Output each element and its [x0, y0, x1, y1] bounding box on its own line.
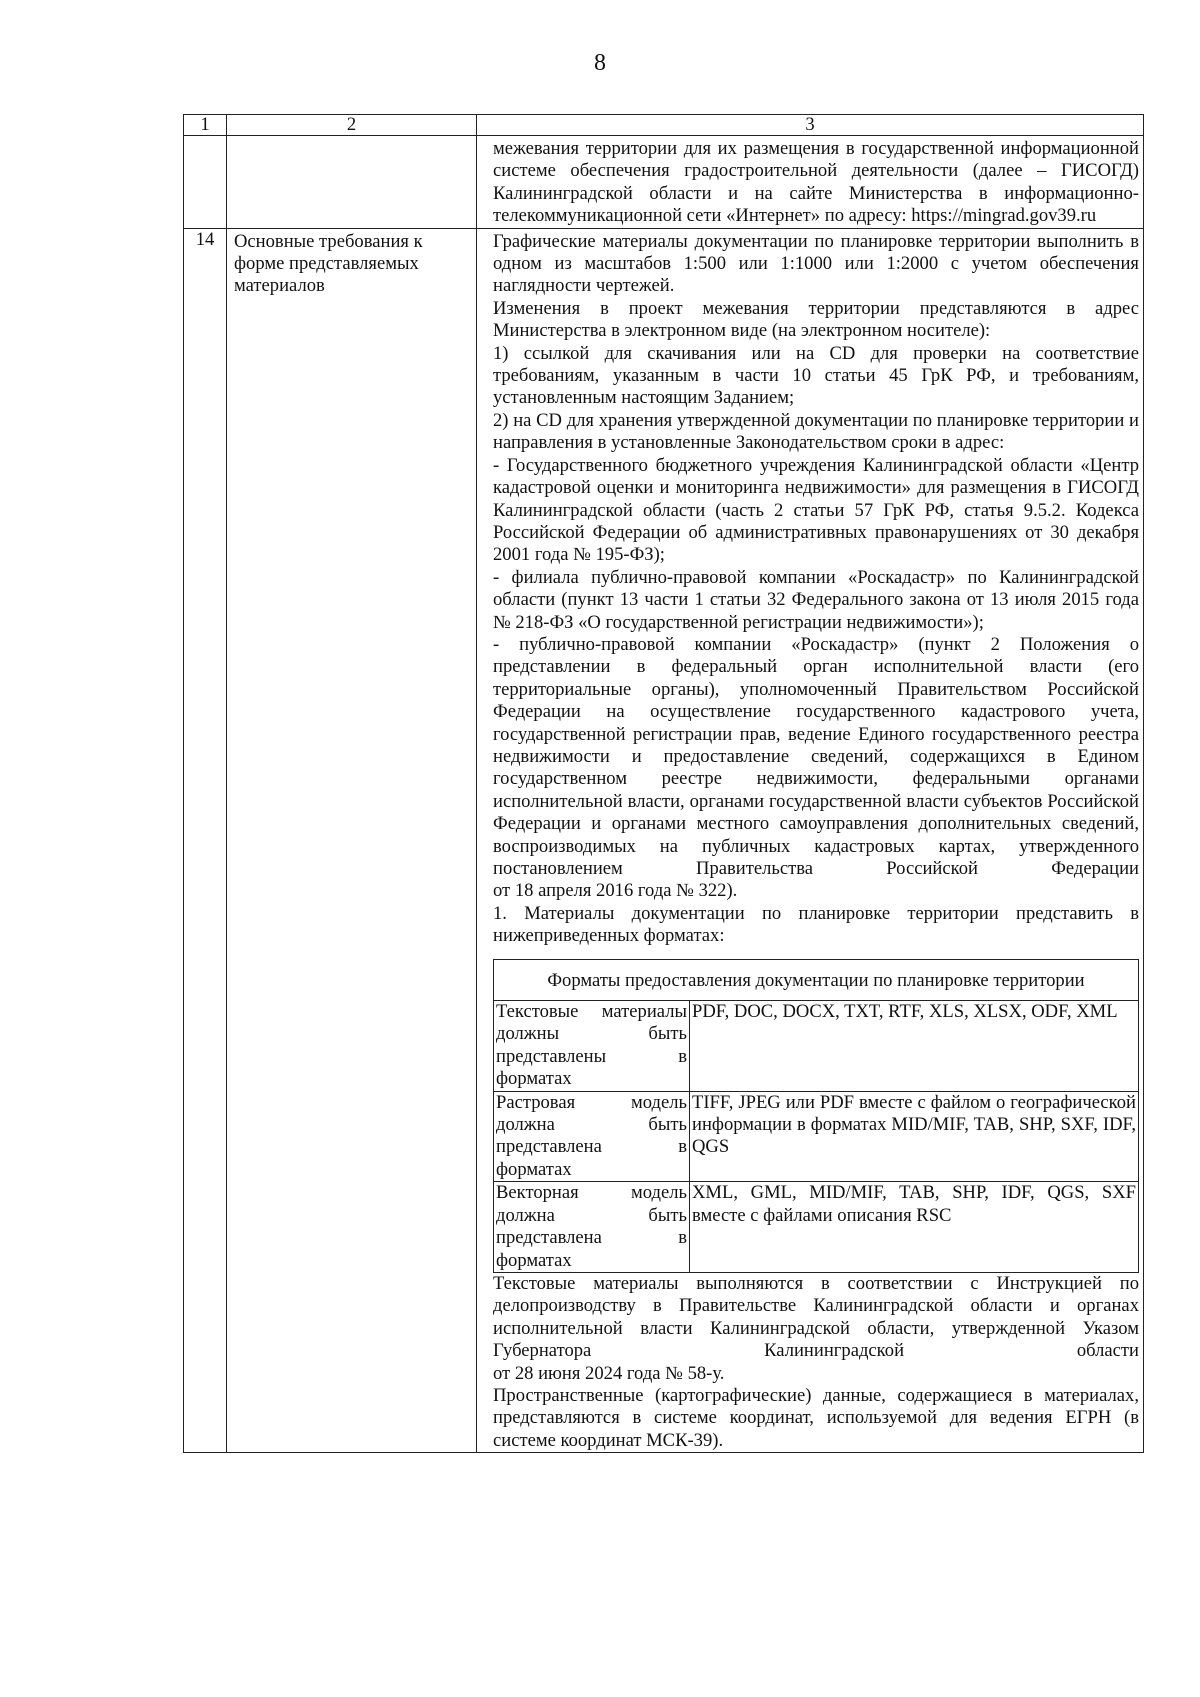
table-row-14: [184, 228, 1144, 1453]
formats-table-header: [494, 959, 1139, 1000]
formats-label: Текстовые материалы должны быть представлены в форматах: [494, 1001, 690, 1092]
table-row-continuation: [184, 136, 1144, 229]
header-col-2: 2: [227, 115, 477, 136]
paragraph-gbu: - Государственного бюджетного учреждения Калининградской области «Центр кадастровой оценки и мониторинга недвижимости» для размещения в ГИСОГД Калининградской области (часть 2 статьи 57 ГрК РФ, статья 9.5.2. Кодекса Российской Федерации об административных правонарушениях от 30 декабря 2001 года № 195-ФЗ);: [493, 454, 1139, 566]
formats-row-text: [494, 1001, 1139, 1092]
paragraph-graphic-materials: Графические материалы документации по планировке территории выполнить в одном из масштабов 1:500 или 1:1000 или 1:2000 с учетом обеспечения наглядности чертежей.: [493, 230, 1139, 297]
paragraph-spatial-data: Пространственные (картографические) данные, содержащиеся в материалах, представляются в системе координат, используемой для ведения ЕГРН (в системе координат МСК-39).: [493, 1384, 1139, 1451]
paragraph-item-2: 2) на CD для хранения утвержденной документации по планировке территории и направления в установленные Законодательством сроки в адрес:: [493, 409, 1139, 454]
table-header-row: [184, 115, 1144, 136]
continuation-text: межевания территории для их размещения в государственной информационной системе обеспечения градостроительной деятельности (далее – ГИСОГД) Калининградской области и на сайте Министерства в информационно-телекоммуникационной сети «Интернет» по адресу: https://mingrad.gov39.ru: [493, 138, 1139, 227]
paragraph-instruction: Текстовые материалы выполняются в соответствии с Инструкцией по делопроизводству в Правительстве Калининградской области и органах исполнительной власти Калининградской области, утвержденной Указом Губернатора Калининградской области: [493, 1272, 1139, 1362]
formats-value: XML, GML, MID/MIF, TAB, SHP, IDF, QGS, SXF вместе с файлами описания RSC: [690, 1182, 1139, 1273]
header-col-1: 1: [184, 115, 227, 136]
formats-value: PDF, DOC, DOCX, TXT, RTF, XLS, XLSX, ODF, XML: [690, 1001, 1139, 1092]
page-number: 8: [594, 50, 606, 76]
requirements-table: [183, 114, 1144, 1453]
header-col-3: 3: [477, 115, 1144, 136]
row-title: Основные требования к форме представляемых материалов: [227, 228, 477, 1453]
row-content: [477, 228, 1144, 1453]
formats-label: Растровая модель должна быть представлена в форматах: [494, 1091, 690, 1182]
paragraph-roskadastr: - публично-правовой компании «Роскадастр» (пункт 2 Положения о представлении в федеральный орган исполнительной власти (его территориальные органы), уполномоченный Правительством Российской Федерации на осуществление государственного кадастрового учета, государственной регистрации прав, ведение Единого государственного реестра недвижимости и предоставление сведений, содержащихся в Едином государственном реестре недвижимости, федеральными органами исполнительной власти, органами государственной власти субъектов Российской Федерации и органами местного самоуправления дополнительных сведений, воспроизводимых на публичных кадастровых картах, утвержденного постановлением Правительства Российской Федерации: [493, 633, 1139, 879]
paragraph-branch: - филиала публично-правовой компании «Роскадастр» по Калининградской области (пункт 13 части 1 статьи 32 Федерального закона от 13 июля 2015 года № 218-ФЗ «О государственной регистрации недвижимости»);: [493, 566, 1139, 633]
formats-title: Форматы предоставления документации по планировке территории: [494, 959, 1139, 1000]
row-number-cell: [184, 136, 227, 229]
paragraph-instruction-end: от 28 июня 2024 года № 58-у.: [493, 1362, 725, 1384]
formats-label: Векторная модель должна быть представлена в форматах: [494, 1182, 690, 1273]
formats-row-raster: [494, 1091, 1139, 1182]
paragraph-item-1: 1) ссылкой для скачивания или на CD для проверки на соответствие требованиям, указанным в части 10 статьи 45 ГрК РФ, и требованиям, установленным настоящим Заданием;: [493, 342, 1139, 409]
row-title-cell: [227, 136, 477, 229]
formats-value: TIFF, JPEG или PDF вместе с файлом о географической информации в форматах MID/MIF, TAB, SHP, SXF, IDF, QGS: [690, 1091, 1139, 1182]
paragraph-roskadastr-end: от 18 апреля 2016 года № 322).: [493, 880, 738, 902]
formats-table: [493, 959, 1139, 1273]
paragraph-changes: Изменения в проект межевания территории представляются в адрес Министерства в электронном виде (на электронном носителе):: [493, 297, 1139, 342]
formats-row-vector: [494, 1182, 1139, 1273]
paragraph-formats-intro: 1. Материалы документации по планировке территории представить в нижеприведенных форматах:: [493, 902, 1139, 947]
row-content-cell: [477, 136, 1144, 229]
row-number: 14: [184, 228, 227, 1453]
